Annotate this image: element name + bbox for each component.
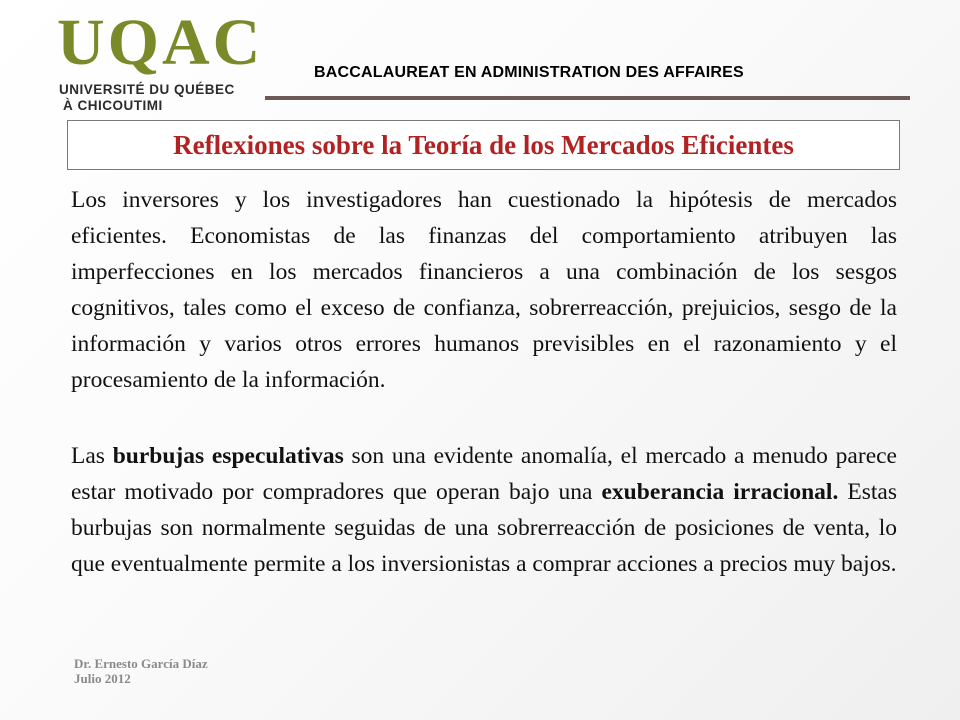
paragraph-2-text-2: son una evidente anomalía, el mercado a menudo parece estar motivado por compradores que operan bajo una (71, 443, 897, 505)
footer-date: Julio 2012 (74, 671, 131, 686)
term-irrational-exuberance: exuberancia irracional. (601, 479, 839, 505)
slide-title: Reflexiones sobre la Teoría de los Mercados Eficientes (173, 129, 794, 160)
logo-city-line: À CHICOUTIMI (63, 98, 163, 113)
uqac-logo (57, 6, 267, 113)
footer (74, 656, 208, 686)
slide-title-box (67, 120, 900, 170)
program-header: BACCALAUREAT EN ADMINISTRATION DES AFFAIRES (314, 64, 744, 81)
logo-wordmark: UQAC (57, 6, 264, 79)
header-divider (265, 96, 910, 100)
logo-university-line: UNIVERSITÉ DU QUÉBEC (59, 82, 235, 97)
term-speculative-bubbles: burbujas especulativas (112, 443, 344, 469)
paragraph-1: Los inversores y los investigadores han cuestionado la hipótesis de mercados eficientes. Economistas de las finanzas del comportamiento atribuyen las imperfecciones en los mercados financieros a una combinación de los sesgos cognitivos, tales como el exceso de confianza, sobrerreacción, prejuicios, sesgo de la información y varios otros errores humanos previsibles en el razonamiento y el procesamiento de la información. (71, 187, 897, 393)
paragraph-2-text-3: Estas burbujas son normalmente seguidas de una sobrerreacción de posiciones de venta, lo que eventualmente permite a los inversionistas a comprar acciones a precios muy bajos. (71, 479, 898, 577)
paragraph-2 (71, 438, 897, 582)
footer-author: Dr. Ernesto García Díaz (74, 656, 208, 671)
paragraph-2-text-1: Las (71, 443, 113, 469)
